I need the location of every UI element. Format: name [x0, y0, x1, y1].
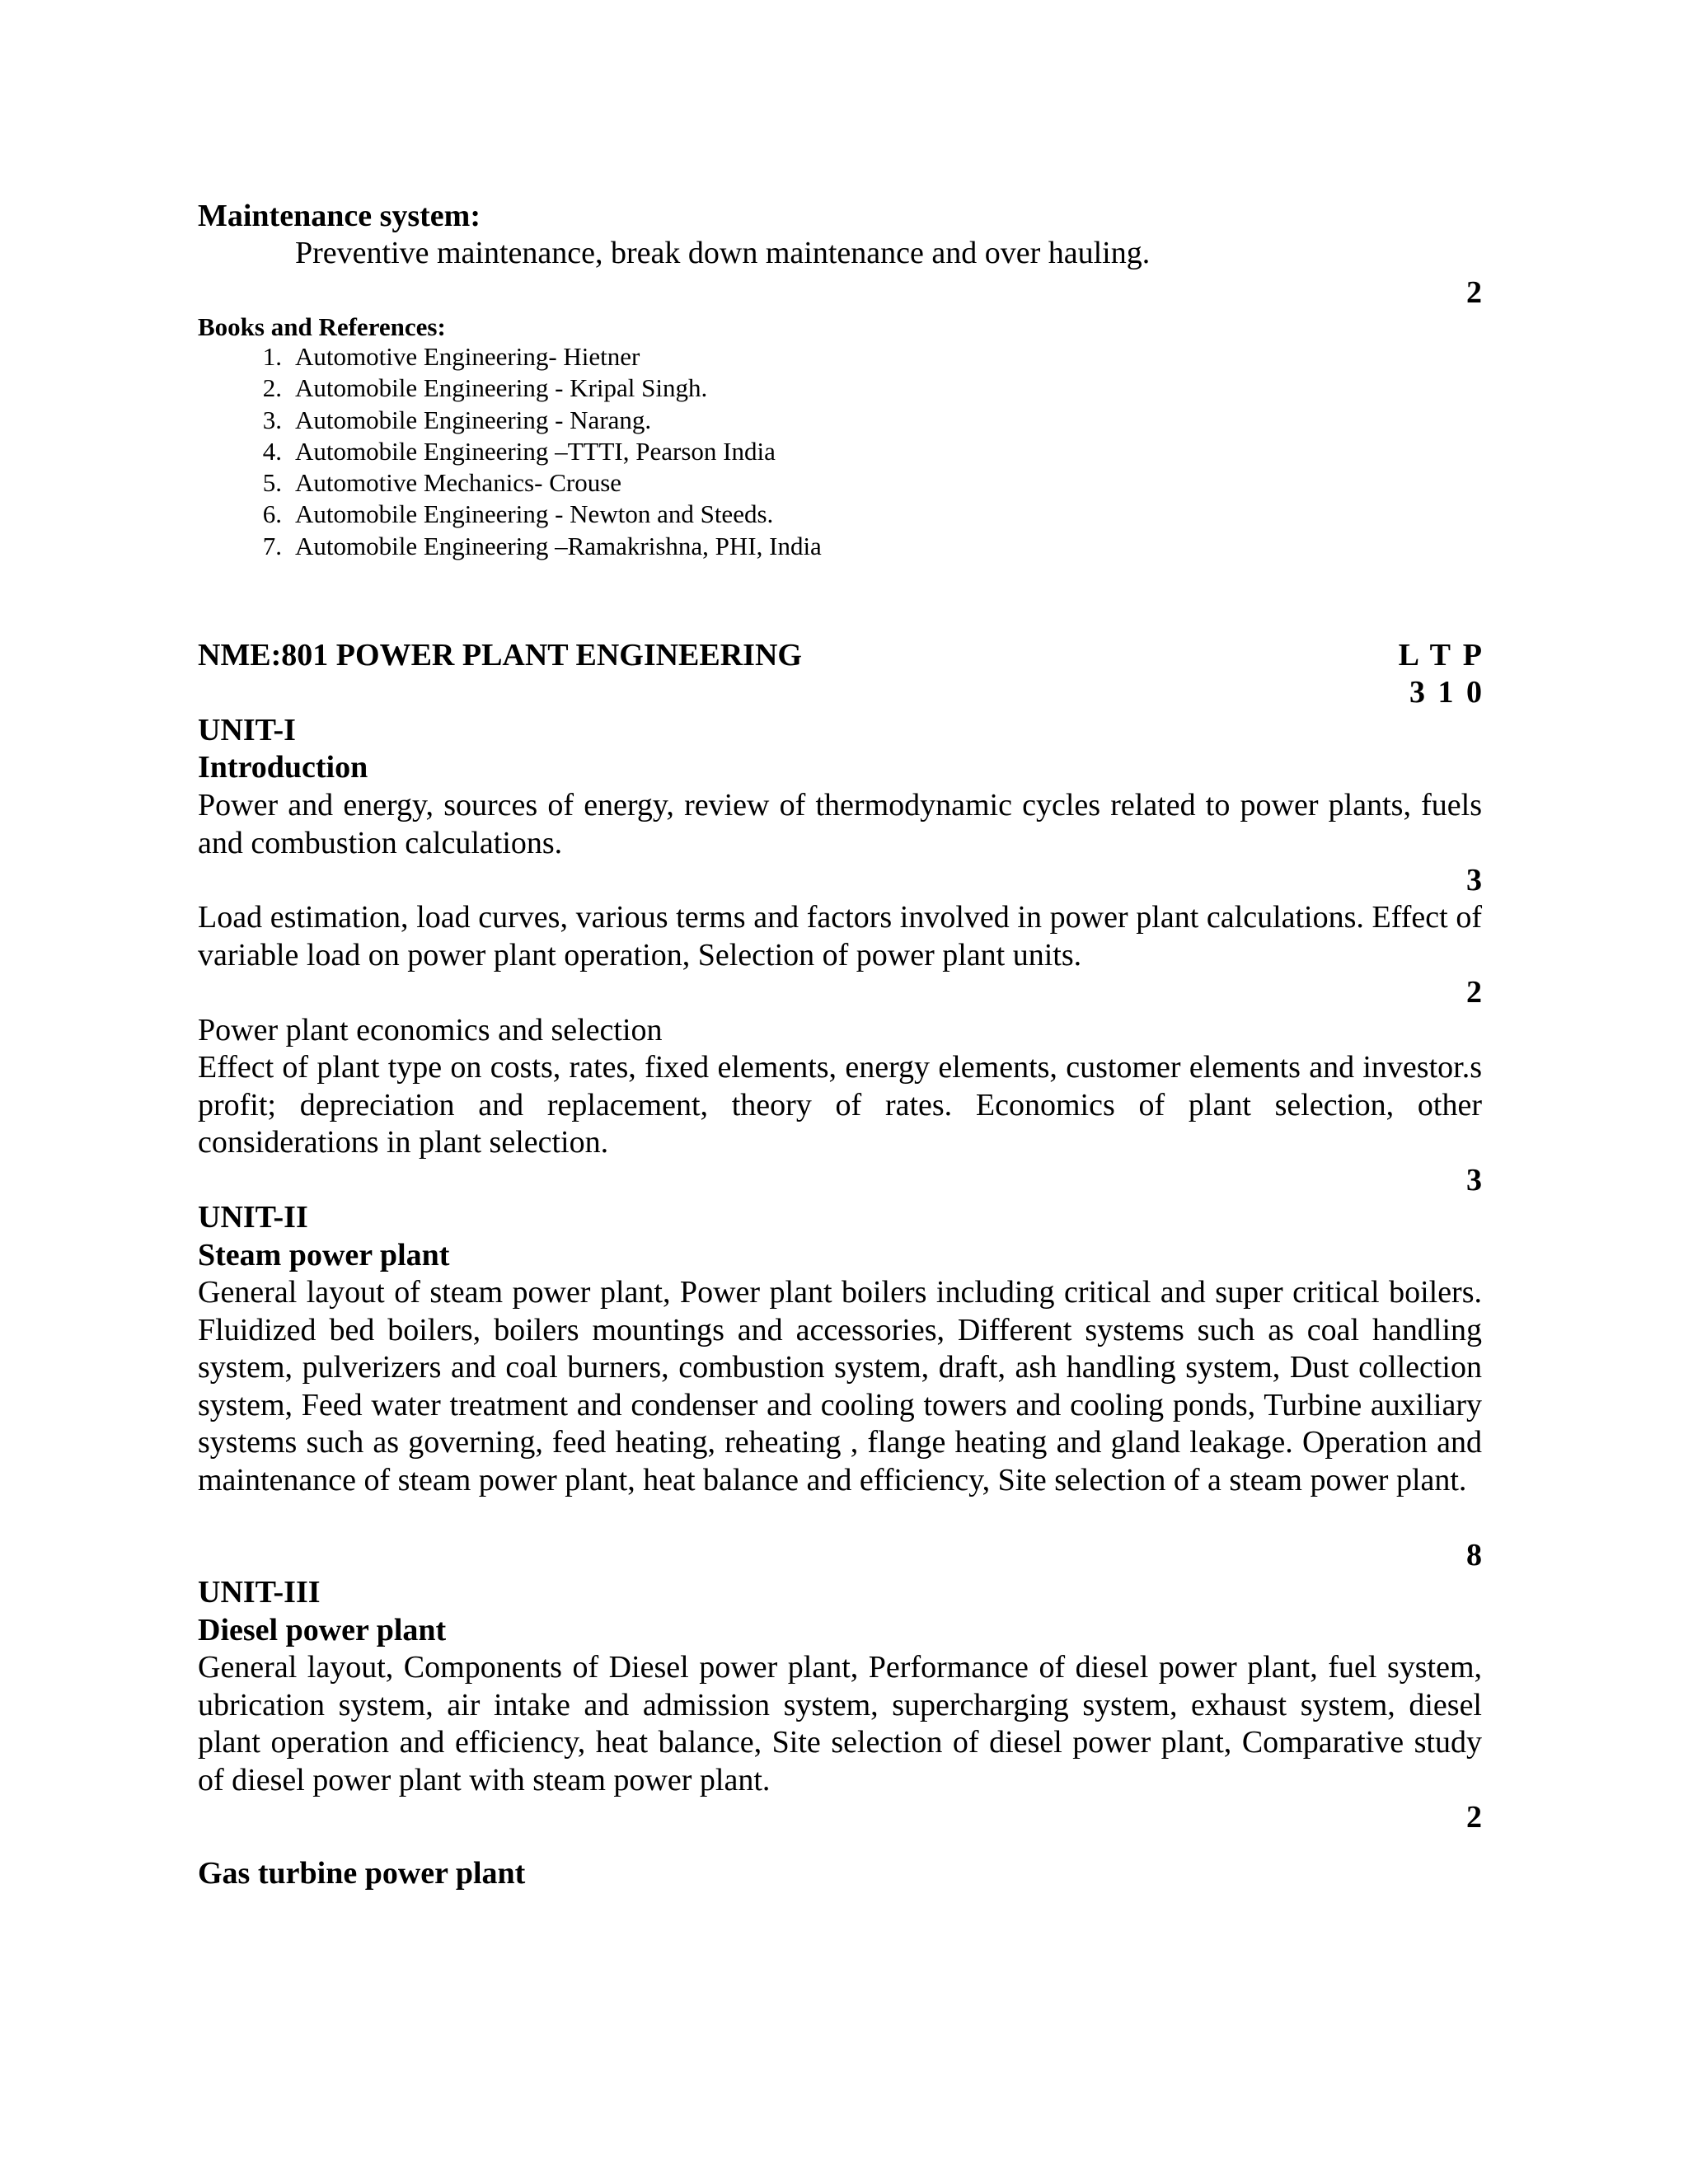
list-item: 4. Automobile Engineering –TTTI, Pearson India [262, 436, 776, 466]
unit2-title: Steam power plant [198, 1238, 450, 1272]
list-item: 6. Automobile Engineering - Newton and Steeds. [262, 499, 774, 529]
unit1-label: UNIT-I [198, 713, 296, 748]
maintenance-text: Preventive maintenance, break down maintenance and over hauling. [295, 236, 1151, 270]
unit1-hours-3: 3 [1466, 1163, 1482, 1197]
unit1-paragraph-2: Load estimation, load curves, various terms and factors involved in power plant calculations. Effect of variable load on power plant operation, Selection of power plant units. [198, 900, 1482, 972]
unit3-label: UNIT-III [198, 1575, 321, 1610]
unit2-paragraph: General layout of steam power plant, Power plant boilers including critical and super critical boilers. Fluidized bed boilers, boilers mountings and accessories, Different systems such as coal handling system, pulverizers and coal burners, combustion system, draft, ash handling system, Dust collection system, Feed water treatment and condenser and cooling towers and cooling ponds, Turbine auxiliary systems such as governing, feed heating, reheating , flange heating and gland leakage. Operation and maintenance of steam power plant, heat balance and efficiency, Site selection of a steam power plant. [198, 1275, 1482, 1497]
unit3-title: Diesel power plant [198, 1613, 447, 1647]
list-item: 2. Automobile Engineering - Kripal Singh. [262, 373, 708, 403]
unit1-hours-2: 2 [1466, 975, 1482, 1010]
list-item: 1. Automotive Engineering- Hietner [262, 342, 640, 371]
course-title: NME:801 POWER PLANT ENGINEERING [198, 638, 802, 673]
list-item: 5. Automotive Mechanics- Crouse [262, 468, 622, 498]
gas-turbine-title: Gas turbine power plant [198, 1856, 526, 1891]
unit2-hours: 8 [1466, 1538, 1482, 1572]
course-header [198, 637, 1482, 674]
list-item: 3. Automobile Engineering - Narang. [262, 405, 652, 434]
unit1-hours-1: 3 [1466, 863, 1482, 898]
ltp-values: 3 1 0 [1409, 675, 1482, 710]
books-heading: Books and References: [198, 312, 446, 341]
document-page [198, 0, 1482, 2184]
unit1-paragraph-1: Power and energy, sources of energy, review of thermodynamic cycles related to power plants, fuels and combustion calculations. [198, 788, 1482, 860]
maintenance-hours: 2 [1466, 275, 1482, 310]
unit1-paragraph-3: Effect of plant type on costs, rates, fixed elements, energy elements, customer elements and investor.s profit; depreciation and replacement, theory of rates. Economics of plant selection, other considerations in plant selection. [198, 1050, 1482, 1160]
unit1-subtitle: Power plant economics and selection [198, 1013, 663, 1047]
maintenance-heading: Maintenance system: [198, 199, 481, 233]
list-item: 7. Automobile Engineering –Ramakrishna, PHI, India [262, 531, 822, 560]
unit2-label: UNIT-II [198, 1200, 308, 1235]
references-list [198, 341, 1482, 562]
unit1-title: Introduction [198, 750, 368, 785]
ltp-header: L T P [1398, 638, 1482, 673]
unit3-hours: 2 [1466, 1800, 1482, 1835]
unit3-paragraph: General layout, Components of Diesel power plant, Performance of diesel power plant, fuel system, ubrication system, air intake and admission system, supercharging system, exhaust system, diesel plant operation and efficiency, heat balance, Site selection of diesel power plant, Comparative study of diesel power plant with steam power plant. [198, 1650, 1482, 1797]
